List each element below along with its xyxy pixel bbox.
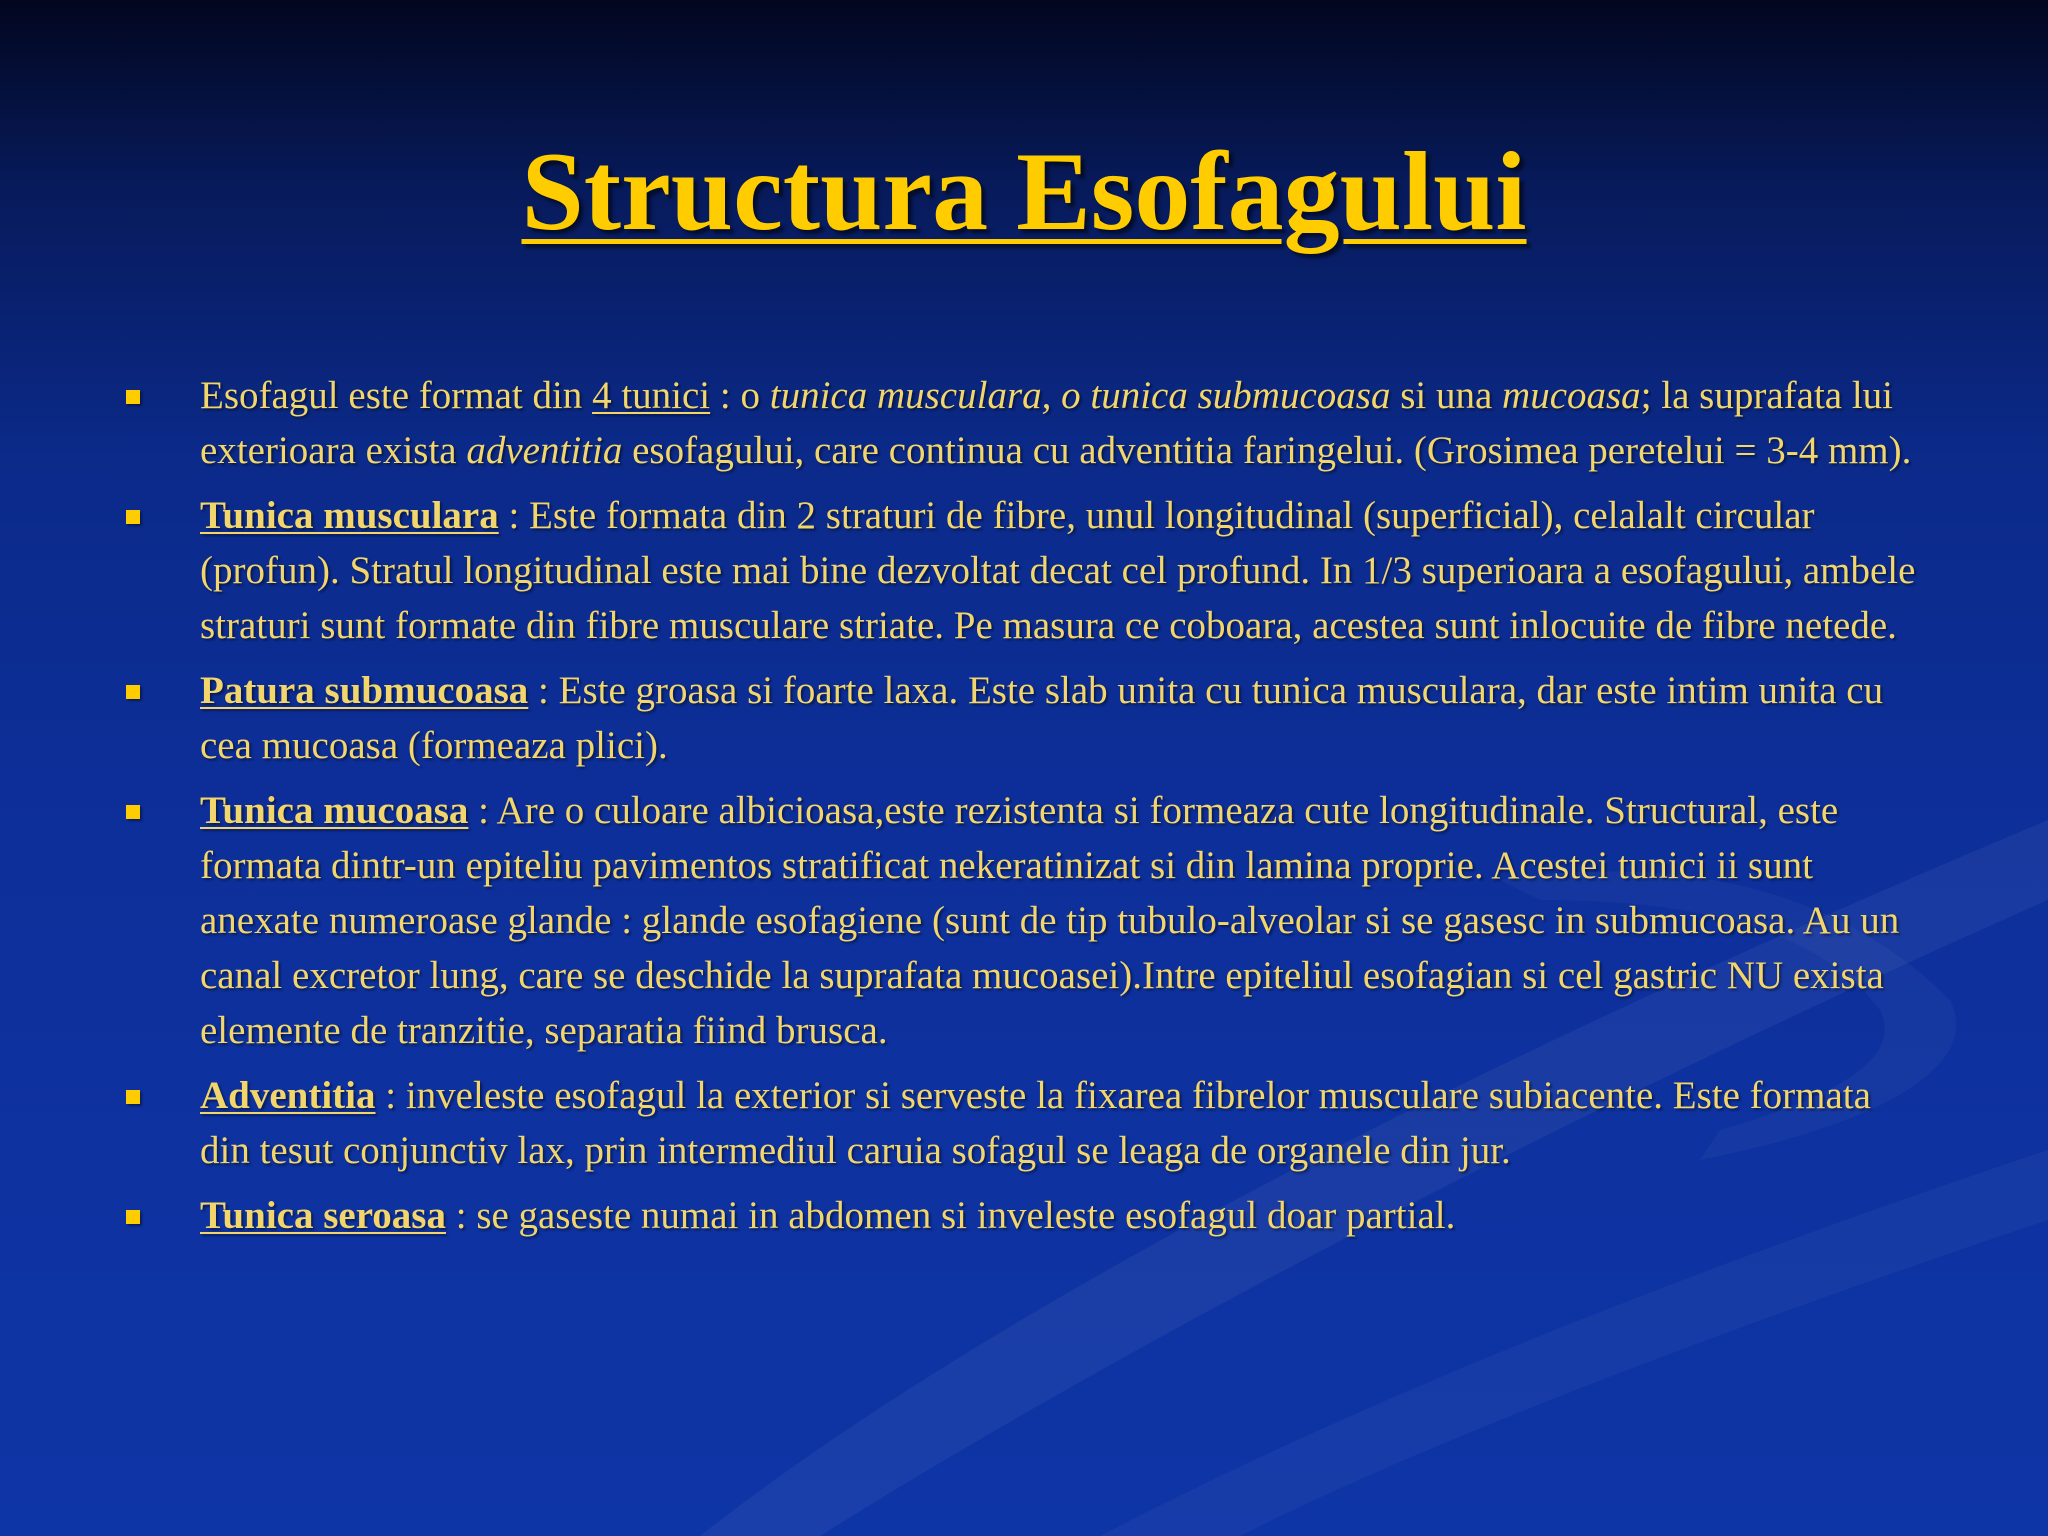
bullet-item-tunici (0, 368, 2048, 478)
bullet-term: Tunica seroasa (200, 1194, 446, 1237)
bullet-text: Esofagul este format din (200, 374, 593, 417)
bullet-term: Tunica musculara (200, 494, 499, 537)
square-bullet-icon (126, 1210, 140, 1224)
square-bullet-icon (126, 685, 140, 699)
italic-text: tunica musculara, o tunica submucoasa (769, 374, 1391, 417)
italic-text: adventitia (466, 429, 623, 472)
bullet-text: : inveleste esofagul la exterior si serveste la fixarea fibrelor musculare subiacente. Este formata din tesut conjunctiv lax, prin intermediul caruia sofagul se leaga de organele din jur. (200, 1074, 1871, 1172)
slide-title: Structura Esofagului (521, 130, 1527, 254)
square-bullet-icon (126, 1090, 140, 1104)
bullet-item-patura-submucoasa (0, 663, 2048, 773)
underlined-text: 4 tunici (592, 374, 711, 417)
bullet-text: : o (710, 374, 770, 417)
bullet-item-tunica-mucoasa (0, 783, 2048, 1058)
bullet-term: Patura submucoasa (200, 669, 529, 712)
bullet-text: ; la suprafata lui exterioara exista (200, 374, 1894, 472)
bullet-text: si una (1390, 374, 1503, 417)
bullet-text: : Are o culoare albicioasa,este rezistenta si formeaza cute longitudinale. Structural, este formata dintr-un epiteliu pavimentos stratificat nekeratinizat si din lamina proprie. Acestei tunici ii sunt anexate numeroase glande : glande esofagiene (sunt de tip tubulo-alveolar si se gasesc in submucoasa. Au un canal excretor lung, care se deschide la suprafata mucoasei).Intre epiteliul esofagian si cel gastric NU exista elemente de tranzitie, separatia fiind brusca. (200, 789, 1900, 1052)
square-bullet-icon (126, 390, 140, 404)
square-bullet-icon (126, 510, 140, 524)
bullet-text: : Este groasa si foarte laxa. Este slab unita cu tunica musculara, dar este intim unita cu cea mucoasa (formeaza plici). (200, 669, 1884, 767)
square-bullet-icon (126, 805, 140, 819)
bullet-text: : Este formata din 2 straturi de fibre, unul longitudinal (superficial), celalalt circular (profun). Stratul longitudinal este mai bine dezvoltat decat cel profund. In 1/3 superioara a esofagului, ambele straturi sunt formate din fibre musculare striate. Pe masura ce coboara, acestea sunt inlocuite de fibre netede. (200, 494, 1916, 647)
bullet-item-tunica-musculara (0, 488, 2048, 653)
italic-text: mucoasa (1502, 374, 1641, 417)
bullet-text: : se gaseste numai in abdomen si inveleste esofagul doar partial. (445, 1194, 1456, 1237)
bullet-term: Adventitia (200, 1074, 376, 1117)
bullet-item-adventitia (0, 1068, 2048, 1178)
bullet-item-tunica-seroasa (0, 1188, 2048, 1243)
bullet-list (0, 368, 2048, 1253)
title-container (0, 128, 2048, 257)
bullet-term: Tunica mucoasa (200, 789, 469, 832)
bullet-text: esofagului, care continua cu adventitia faringelui. (Grosimea peretelui = 3-4 mm). (622, 429, 1912, 472)
